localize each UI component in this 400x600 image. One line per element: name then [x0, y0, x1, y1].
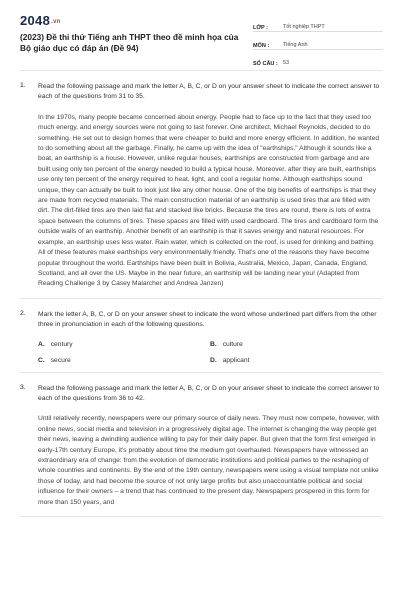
- answer-option-a[interactable]: [38, 341, 210, 348]
- page-header: [0, 0, 400, 66]
- question-text: Mark the letter A, B, C, or D on your answer sheet to indicate the word whose underlined part differs from the other three in pronunciation in each of the following questions.: [38, 310, 377, 329]
- option-letter: B.: [210, 340, 217, 348]
- question-number: 3.: [20, 383, 26, 391]
- meta-key: SỐ CÂU :: [253, 61, 278, 67]
- question-text: Read the following passage and mark the letter A, B, C, or D on your answer sheet to indicate the correct answer to each of the questions from 36 to 42.: [38, 384, 380, 402]
- reading-passage: Until relatively recently, newspapers were our primary source of daily news. They must now compete, however, with online news, social media and television in a progressively digital age. The internet is changing the way people get their news, leaving a dwindling audience willing to pay for their daily paper. But given that the form first emerged in early-17th century Europe, it's probably about time the medium got overhauled. Newspapers have witnessed an extraordinary era of change: from the evolution of democratic institutions and political parties to the reshaping of whole countries and continents. By the end of the 19th century, newspapers were using a visual template not unlike those of today, and had become the source of not only large profits but also unaccountable political and social influence for their owners – a trend that has continued to the present day. Newspapers prospered in this form for more than 150 years, and: [38, 415, 380, 506]
- option-letter: A.: [38, 340, 45, 348]
- answer-options: [38, 341, 382, 364]
- option-letter: C.: [38, 356, 45, 364]
- answer-option-b[interactable]: [210, 341, 382, 348]
- meta-value: Tốt nghiệp THPT: [283, 24, 325, 30]
- option-text: secure: [50, 356, 71, 364]
- answer-option-c[interactable]: [38, 357, 210, 364]
- meta-subject: [253, 32, 383, 50]
- question-list: [20, 70, 382, 517]
- exam-meta: [253, 14, 383, 67]
- meta-grade: [253, 14, 383, 32]
- answer-option-d[interactable]: [210, 357, 382, 364]
- option-text: applicant: [222, 356, 250, 364]
- site-logo[interactable]: [20, 13, 61, 28]
- meta-value: 53: [283, 60, 290, 66]
- meta-key: MÔN :: [253, 43, 270, 49]
- reading-passage: In the 1970s, many people became concerned about energy. People had to face up to the fact that they used too much energy, and energy sources were not going to last forever. One architect, Michael Reynolds, decided to do something. He set out to design homes that were cheaper to build and more energy efficient. In addition, he wanted to do something about all the garbage. Finally, he came up with the idea of "earthships." Although it sounds like a boat, an earthship is a house. However, unlike regular houses, earthships are constructed from garbage and are built using only ten percent of the energy needed to build a typical house. Moreover, after they are built, earthships use only ten percent of the energy required to heat, light, and cool a regular home. Although earthships sound unique, they can actually be built to look just like any other house. One of the big benefits of earthships is that they are made from recycled materials. The main construction material of an earthship is used tires that are filled with dirt. The dirt-filled tires are then laid flat and stacked like bricks. Because the tires are round, there is lots of extra space between the columns of tires. These spaces are filled with used cardboard. The tires and cardboard form the outside walls of an earthship. Another benefit of an earthship is that it saves energy and natural resources. For example, an earthship uses less water. Rain water, which is collected on the roof, is used for drinking and bathing. All of these features make earthships very environmentally friendly. That's one of the reasons they have become popular throughout the world. Earthships have been built in Bolivia, Australia, Mexico, Japan, Canada, England, Scotland, and all over the US. Maybe in the near future, an earthship will be landing near you! (Adapted from Reading Challenge 3 by Casey Malarcher and Andrea Janzen): [38, 113, 380, 288]
- question-number: 2.: [20, 309, 26, 317]
- question-number: 1.: [20, 82, 26, 89]
- meta-value: Tiếng Anh: [283, 42, 308, 48]
- logo-suffix: .vn: [51, 18, 61, 25]
- option-letter: D.: [210, 356, 217, 364]
- option-text: century: [50, 340, 73, 348]
- question-item: [20, 373, 382, 517]
- document-title: (2023) Đề thi thử Tiếng anh THPT theo đề minh họa của Bộ giáo dục có đáp án (Đề 94): [20, 32, 239, 53]
- option-text: culture: [222, 340, 243, 348]
- question-text: Read the following passage and mark the letter A, B, C, or D on your answer sheet to indicate the correct answer to each of the questions from 31 to 35.: [38, 83, 380, 101]
- question-item: [20, 71, 382, 299]
- meta-key: LỚP :: [253, 25, 268, 31]
- question-item: [20, 299, 382, 373]
- logo-text: 2048: [20, 13, 51, 28]
- meta-question-count: [253, 50, 383, 67]
